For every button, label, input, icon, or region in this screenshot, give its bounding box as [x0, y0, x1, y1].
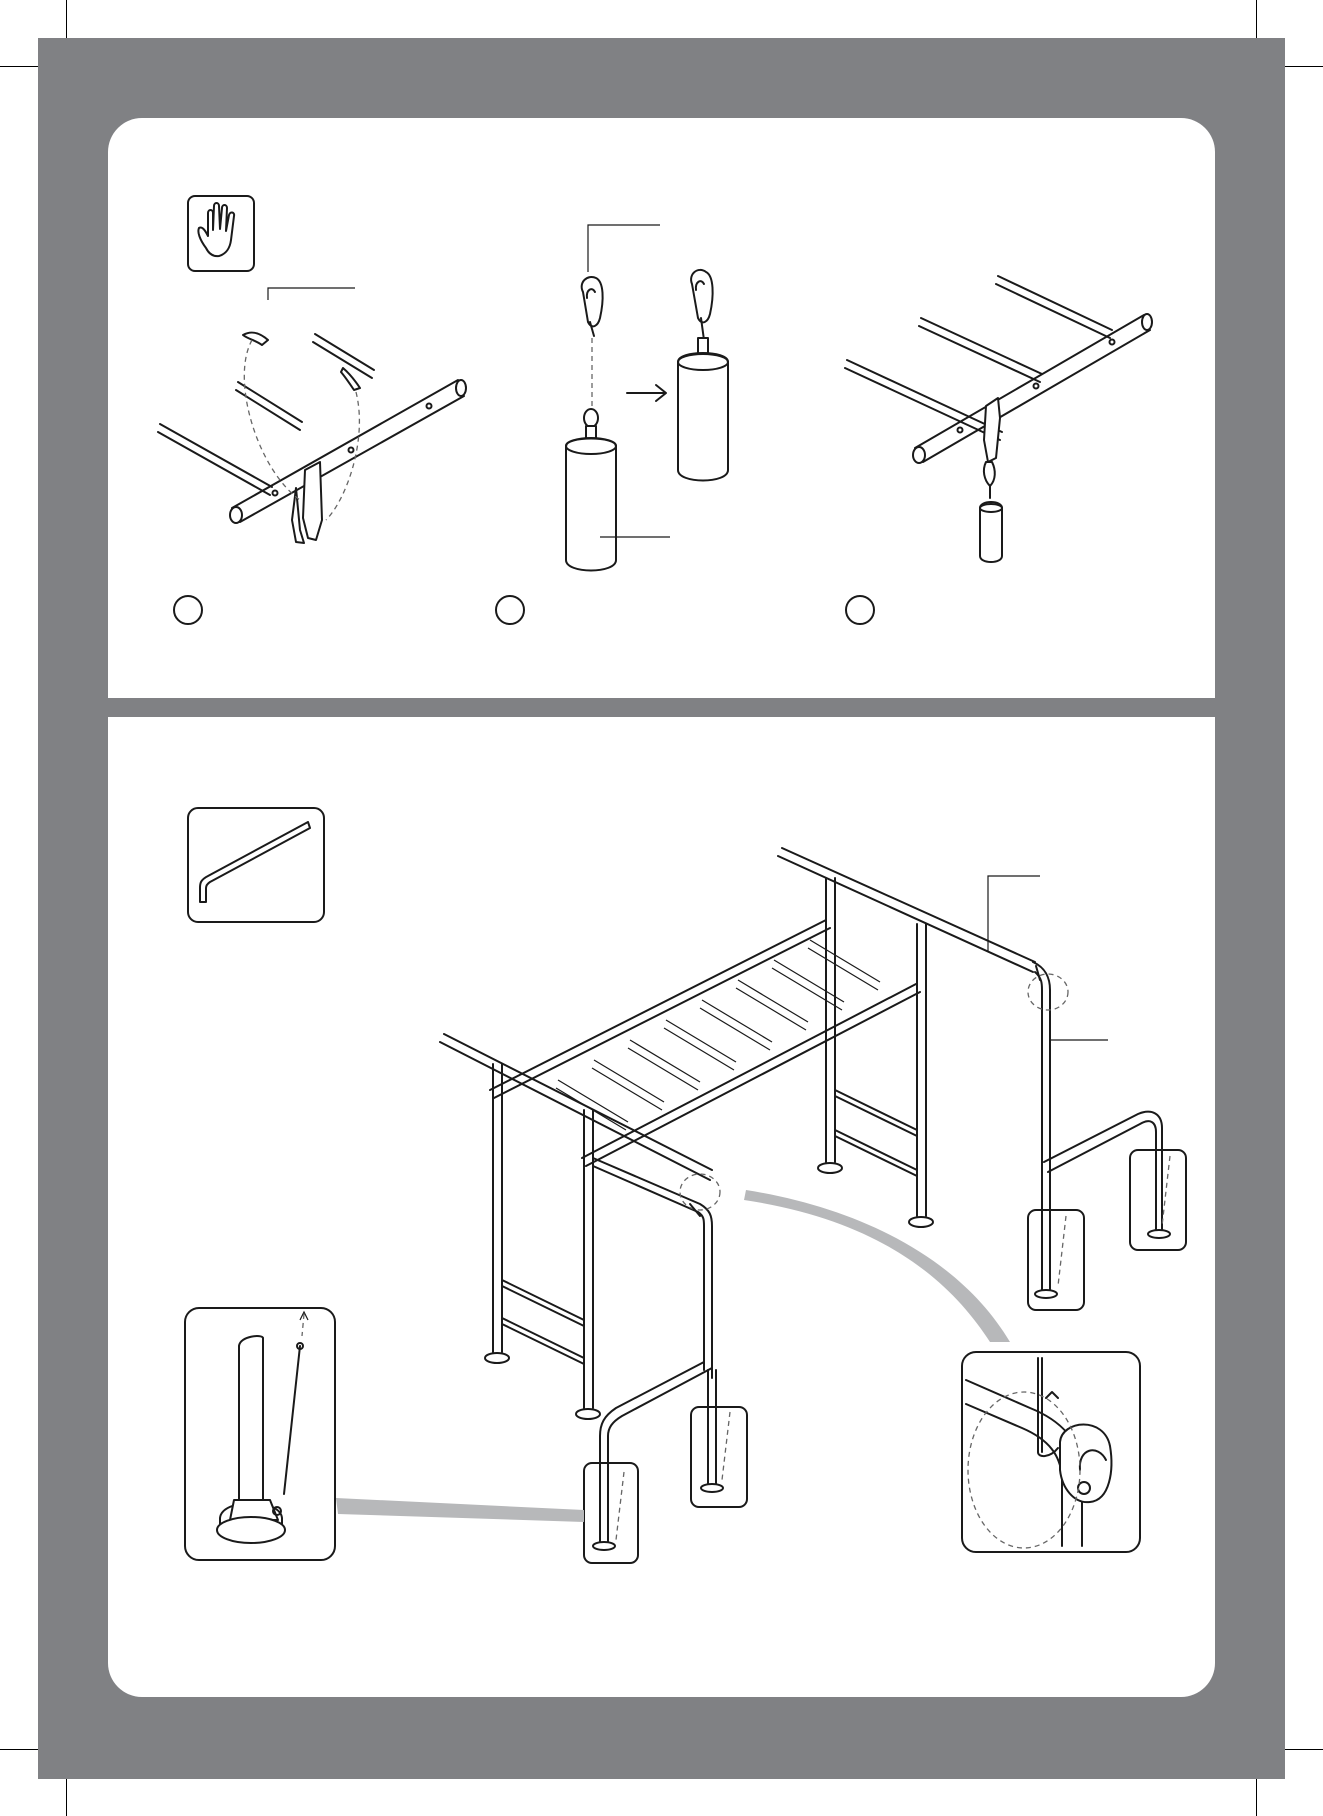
- step-2-illustration: [566, 225, 728, 571]
- elbow-allen-key-detail: [962, 1352, 1140, 1552]
- detail-connector: [744, 1190, 1010, 1342]
- foot-peg-detail: [185, 1308, 335, 1560]
- detail-connector: [336, 1498, 584, 1522]
- hand-icon: [188, 196, 254, 271]
- allen-key-icon: [188, 808, 324, 922]
- step-1-badge: [174, 596, 202, 624]
- step-3-illustration: [845, 276, 1152, 562]
- step-1-illustration: [158, 288, 466, 543]
- step-3-badge: [846, 596, 874, 624]
- step-2-badge: [496, 596, 524, 624]
